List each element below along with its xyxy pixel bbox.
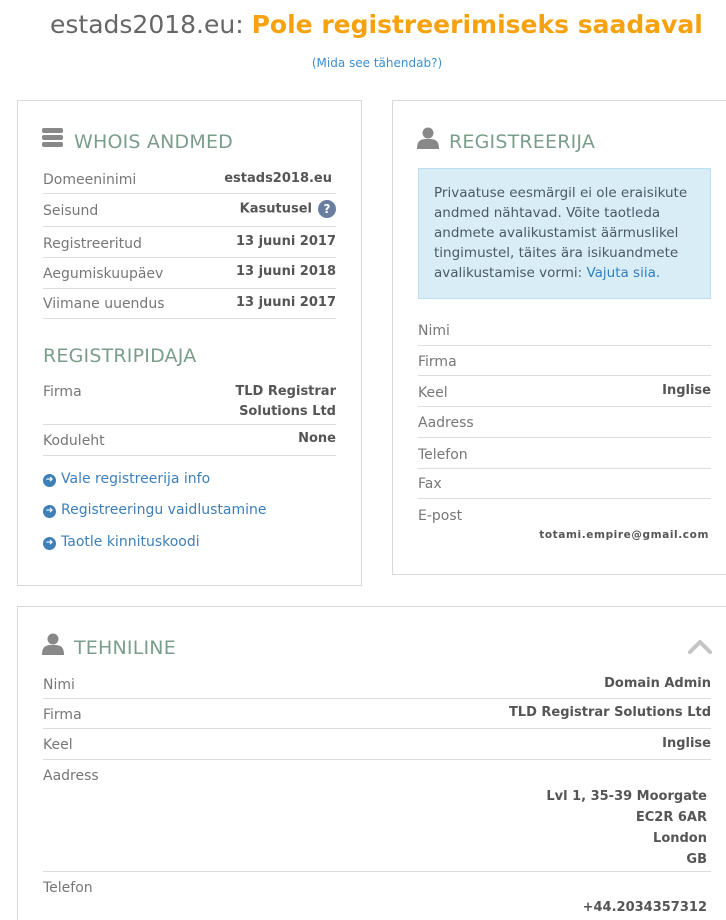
row-value: 13 juuni 2018 xyxy=(235,264,336,279)
help-link[interactable]: (Mida see tähendab?) xyxy=(311,56,443,70)
request-authcode-link[interactable]: ➜ Taotle kinnituskoodi xyxy=(43,534,200,550)
dispute-registration-link[interactable]: ➜ Registreeringu vaidlustamine xyxy=(43,502,266,518)
registrant-row-company xyxy=(418,346,711,376)
address-line: London xyxy=(653,831,707,846)
database-icon xyxy=(42,127,64,149)
row-label: Seisund xyxy=(43,203,99,219)
row-label: Telefon xyxy=(43,880,93,896)
row-value: Domain Admin xyxy=(604,676,711,691)
row-label: E-post xyxy=(418,508,463,524)
registrant-row-email xyxy=(418,499,711,545)
whois-row-registered xyxy=(43,227,336,258)
row-label: Domeeninimi xyxy=(43,172,137,188)
row-label: Aegumiskuupäev xyxy=(43,266,164,282)
row-label: Keel xyxy=(418,385,448,401)
wrong-registrant-link[interactable]: ➜ Vale registreerija info xyxy=(43,471,210,487)
row-value: estads2018.eu xyxy=(224,171,332,186)
row-label: Nimi xyxy=(418,323,450,339)
domain-name: estads2018.eu: xyxy=(50,10,244,39)
row-label: Firma xyxy=(43,707,82,723)
registrant-title: REGISTREERIJA xyxy=(449,131,596,153)
availability-status: Pole registreerimiseks saadaval xyxy=(251,10,703,39)
row-value: 13 juuni 2017 xyxy=(235,234,336,249)
row-value: Kasutusel xyxy=(239,201,312,217)
arrow-right-circle-icon: ➜ xyxy=(43,474,56,487)
row-value: 13 juuni 2017 xyxy=(235,295,336,310)
whois-row-status xyxy=(43,194,336,227)
chevron-up-icon[interactable] xyxy=(688,638,712,654)
technical-row-address xyxy=(43,760,711,872)
registrant-row-fax xyxy=(418,469,711,499)
row-label: Registreeritud xyxy=(43,236,142,252)
page-title xyxy=(50,10,703,39)
technical-title: TEHNILINE xyxy=(74,637,176,659)
arrow-right-circle-icon: ➜ xyxy=(43,537,56,550)
technical-row-company xyxy=(43,699,711,729)
privacy-notice xyxy=(418,168,711,299)
user-icon xyxy=(417,127,439,149)
company-line-2: Solutions Ltd xyxy=(239,404,336,419)
question-icon[interactable]: ? xyxy=(318,200,336,218)
row-label: Firma xyxy=(43,384,82,400)
row-label: Telefon xyxy=(418,447,468,463)
row-value: None xyxy=(298,431,336,446)
row-value: Inglise xyxy=(662,383,711,398)
whois-row-expires xyxy=(43,258,336,289)
technical-row-language xyxy=(43,729,711,760)
row-value: TLD Registrar Solutions Ltd xyxy=(508,705,711,720)
technical-row-name xyxy=(43,672,711,699)
registrant-row-address xyxy=(418,407,711,438)
row-label: Keel xyxy=(43,737,73,753)
whois-row-updated xyxy=(43,289,336,319)
user-icon xyxy=(42,633,64,655)
company-line-1: TLD Registrar xyxy=(235,384,336,399)
registrar-row-website xyxy=(43,425,336,456)
whois-row-domain xyxy=(43,168,336,194)
registrar-row-company xyxy=(43,378,336,425)
arrow-right-circle-icon: ➜ xyxy=(43,505,56,518)
technical-row-phone xyxy=(43,872,711,920)
registrar-title: REGISTRIPIDAJA xyxy=(43,345,197,367)
registrant-row-phone xyxy=(418,438,711,469)
registrant-row-language xyxy=(418,376,711,407)
whois-title: WHOIS ANDMED xyxy=(74,131,234,153)
row-label: Nimi xyxy=(43,677,75,693)
row-label: Koduleht xyxy=(43,433,105,449)
row-label: Aadress xyxy=(418,415,474,431)
address-line: Lvl 1, 35-39 Moorgate xyxy=(546,789,707,804)
row-label: Aadress xyxy=(43,768,99,784)
address-line: EC2R 6AR xyxy=(635,810,707,825)
privacy-notice-text: Privaatuse eesmärgil ei ole eraisikute andmed nähtavad. Võite taotleda andmete avalikustamist äärmuslikel tingimustel, täites ära isikuandmete avalikustamise vormi: xyxy=(434,185,688,281)
registrant-row-name xyxy=(418,318,711,346)
row-label: Viimane uuendus xyxy=(43,296,165,312)
row-label: Firma xyxy=(418,354,457,370)
disclosure-form-link[interactable]: Vajuta siia. xyxy=(586,265,661,281)
address-line: GB xyxy=(686,852,707,867)
row-value: Inglise xyxy=(662,736,711,751)
row-value: totami.empire@gmail.com xyxy=(539,529,709,541)
row-value: +44.2034357312 xyxy=(582,900,707,915)
row-label: Fax xyxy=(418,476,442,492)
